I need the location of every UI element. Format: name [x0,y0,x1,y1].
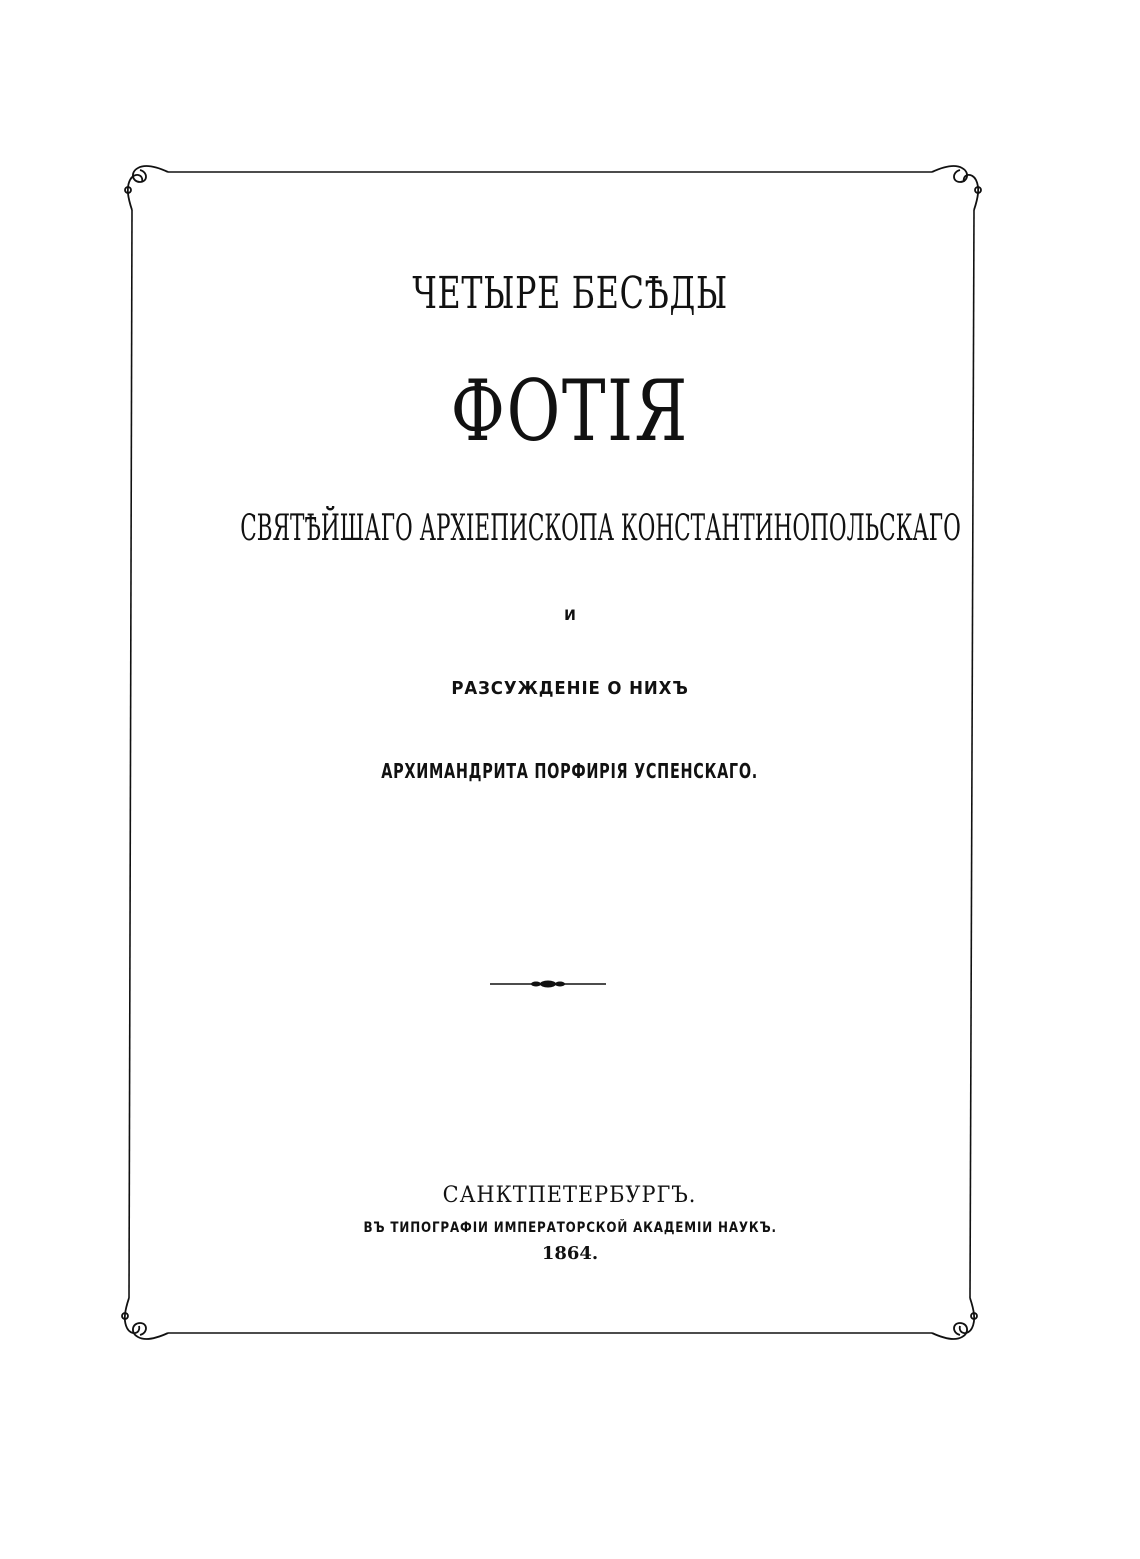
imprint-printer [0,1220,1140,1236]
title-text-6: АРХИМАНДРИТА ПОРФИРІЯ УСПЕНСКАГО. [381,759,759,783]
title-commentator [0,759,1140,783]
title-text-1: ЧЕТЫРЕ БЕСѢДЫ [412,268,728,319]
title-author-name [0,362,1140,460]
imprint-city-text: САНКТПЕТЕРБУРГЪ. [443,1183,697,1208]
title-author-rank [0,508,1140,549]
imprint-year [0,1243,1140,1264]
imprint-city [0,1183,1140,1208]
ornamental-divider-icon [488,976,608,992]
title-text-5: РАЗСУЖДЕНІЕ О НИХЪ [451,678,689,699]
imprint-year-text: 1864. [541,1243,599,1264]
title-subtitle [0,678,1140,699]
title-text-4: И [564,608,576,624]
title-text-3: СВЯТѢЙШАГО АРХІЕПИСКОПА КОНСТАНТИНОПОЛЬСКАГО [240,508,961,549]
imprint-printer-text: ВЪ ТИПОГРАФІИ ИМПЕРАТОРСКОЙ АКАДЕМІИ НАУКЪ. [363,1220,777,1236]
title-conjunction [0,608,1140,624]
title-text-2: ФОТІЯ [450,362,690,460]
title-line-four-discourses [0,268,1140,319]
